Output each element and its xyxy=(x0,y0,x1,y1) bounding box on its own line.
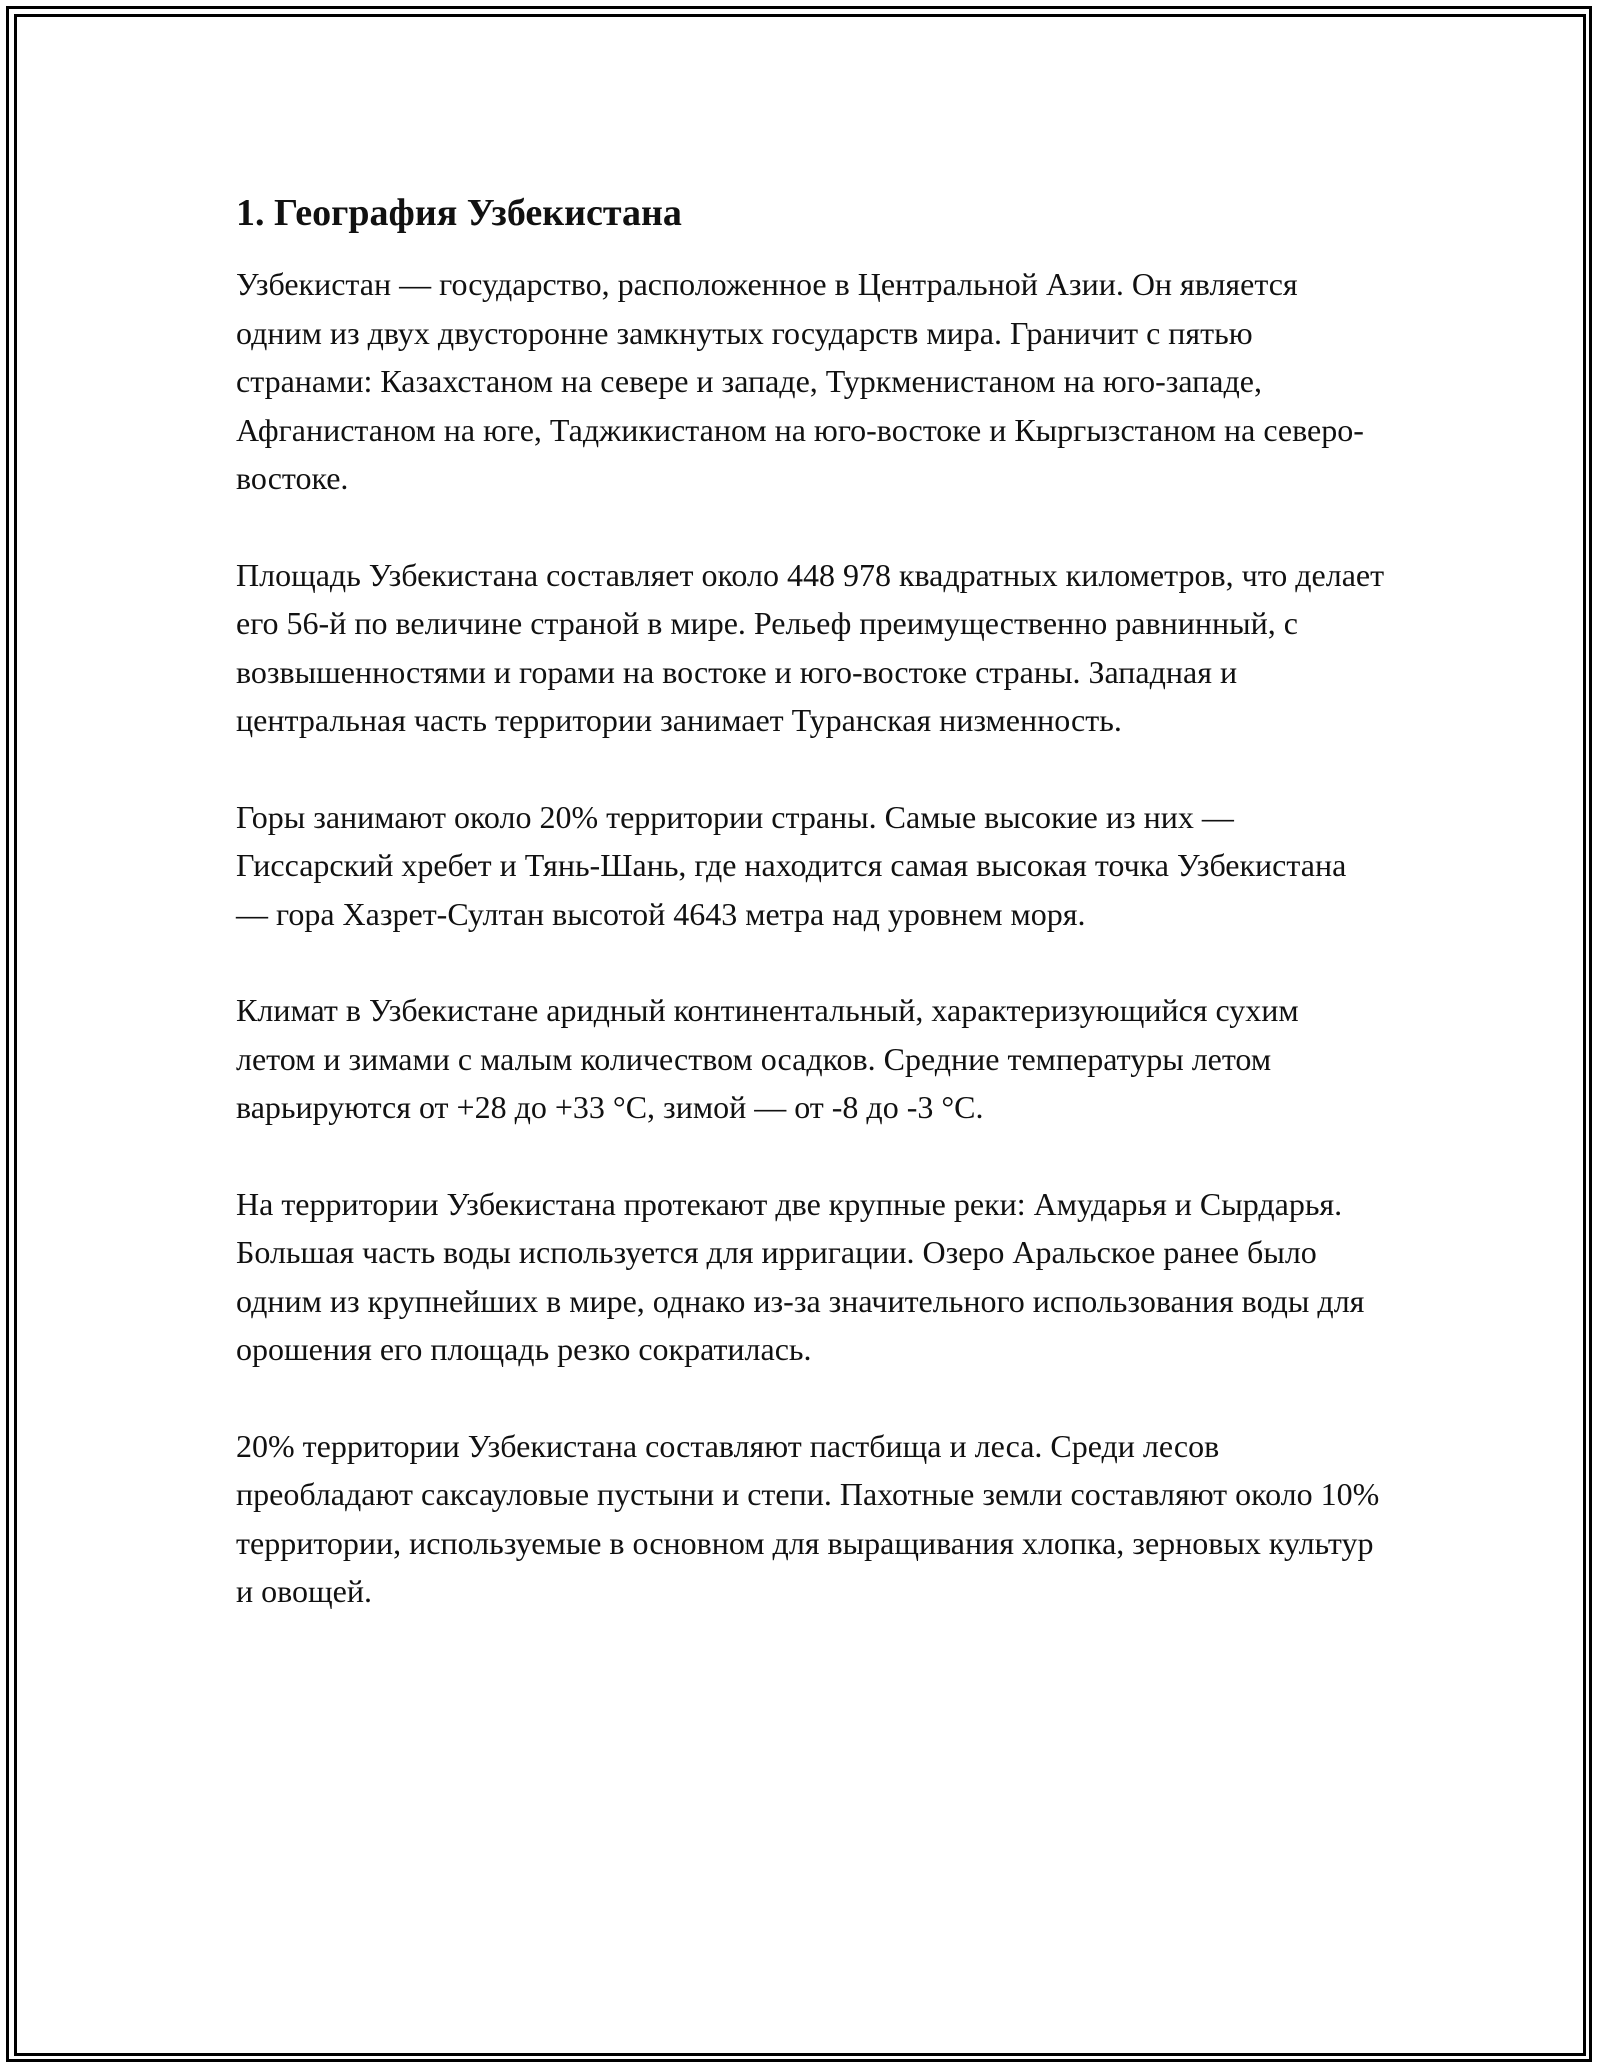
paragraph-land-use: 20% территории Узбекистана составляют пастбища и леса. Среди лесов преобладают саксауловые пустыни и степи. Пахотные земли составляют около 10% территории, используемые в основном для выращивания хлопка, зерновых культур и овощей. xyxy=(236,1427,1380,1609)
section-heading: 1. География Узбекистана xyxy=(236,192,682,234)
document-body xyxy=(236,188,1386,1664)
paragraph-mountains: Горы занимают около 20% территории страны. Самые высокие из них — Гиссарский хребет и Тянь-Шань, где находится самая высокая точка Узбекистана — гора Хазрет-Султан высотой 4643 метра над уровнем моря. xyxy=(236,798,1347,932)
paragraph-climate: Климат в Узбекистане аридный континентальный, характеризующийся сухим летом и зимами с малым количеством осадков. Средние температуры летом варьируются от +28 до +33 °C, зимой — от -8 до -3 °C. xyxy=(236,992,1299,1125)
paragraph-rivers: На территории Узбекистана протекают две крупные реки: Амударья и Сырдарья. Большая часть воды используется для ирригации. Озеро Аральское ранее было одним из крупнейших в мире, однако из-за значительного использования воды для орошения его площадь резко сократилась. xyxy=(236,1185,1365,1367)
paragraph-borders: Узбекистан — государство, расположенное в Центральной Азии. Он является одним из двух двусторонне замкнутых государств мира. Граничит с пятью странами: Казахстаном на севере и западе, Туркменистаном на юго-западе, Афганистаном на юге, Таджикистаном на юго-востоке и Кыргызстаном на северо-востоке. xyxy=(236,266,1364,496)
paragraph-area-relief: Площадь Узбекистана составляет около 448 978 квадратных километров, что делает его 56-й по величине страной в мире. Рельеф преимущественно равнинный, с возвышенностями и горами на востоке и юго-востоке страны. Западная и центральная часть территории занимает Туранская низменность. xyxy=(236,556,1385,738)
